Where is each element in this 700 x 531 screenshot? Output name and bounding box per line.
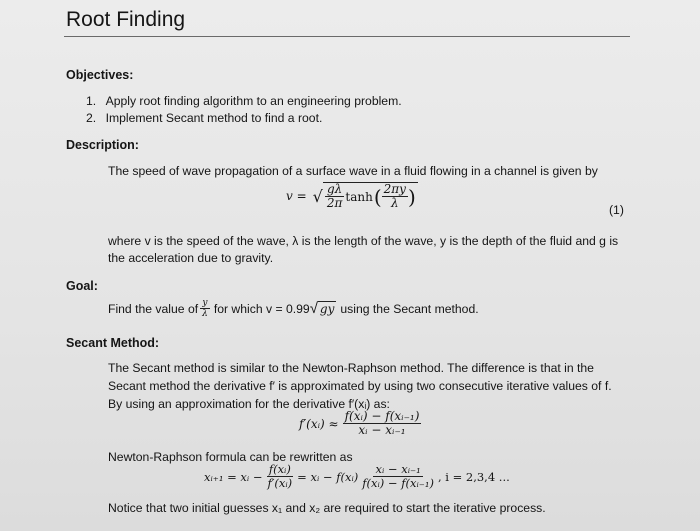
derivative-fraction: [343, 410, 422, 437]
secant-para-line-3: By using an approximation for the derivative f′(xᵢ) as:: [108, 397, 390, 411]
secant-heading: Secant Method:: [66, 336, 160, 350]
objective-item-1: [86, 94, 402, 108]
goal-text-post: using the Secant method.: [340, 301, 479, 316]
sqrt-content: [323, 182, 418, 210]
newton-raphson-text: Newton-Raphson formula can be rewritten as: [108, 450, 353, 464]
sqrt-symbol: √: [312, 186, 323, 206]
objective-item-2: [86, 111, 322, 125]
formula-mid: = xᵢ − f(xᵢ): [297, 469, 359, 484]
description-intro: The speed of wave propagation of a surface wave in a fluid flowing in a channel is given by: [108, 164, 598, 178]
goal-heading: Goal:: [66, 279, 98, 293]
formula-index: , i = 2,3,4 ...: [437, 469, 510, 484]
fraction-denominator: f(xᵢ) − f(xᵢ₋₁): [362, 476, 434, 490]
fraction-numerator: f(xᵢ) − f(xᵢ₋₁): [344, 409, 420, 423]
description-heading: Description:: [66, 138, 139, 152]
fraction-denominator: 2π: [326, 196, 343, 210]
objectives-heading: Objectives:: [66, 68, 134, 82]
goal-text-mid: for which v = 0.99: [213, 301, 310, 316]
open-paren: (: [373, 184, 382, 209]
goal-statement: [108, 298, 479, 319]
fraction-denominator: f′(xᵢ): [267, 476, 293, 490]
fraction-denominator: λ: [202, 309, 208, 319]
secant-fraction: [360, 463, 436, 490]
newton-fraction: [266, 463, 295, 490]
tanh-function: tanh: [345, 189, 373, 204]
derivative-approximation: [299, 410, 421, 437]
secant-para-line-1: The Secant method is similar to the Newton-Raphson method. The difference is that in the: [108, 361, 594, 375]
notice-text: Notice that two initial guesses x₁ and x₂ are required to start the iterative process.: [108, 501, 546, 515]
where-line-2: the acceleration due to gravity.: [108, 251, 274, 265]
sqrt-symbol: √: [309, 300, 318, 317]
y-over-lambda-fraction: [200, 298, 210, 319]
goal-text-pre: Find the value of: [108, 301, 199, 316]
secant-para-line-2: Secant method the derivative f′ is approximated by using two consecutive iterative values of f.: [108, 379, 612, 393]
fraction-denominator: λ: [390, 196, 399, 210]
inner-fraction: [382, 183, 408, 210]
objective-number: 2.: [86, 111, 97, 125]
page-title: Root Finding: [66, 8, 186, 31]
equation-lhs: v =: [286, 189, 307, 203]
formula-lhs: xᵢ₊₁ = xᵢ −: [204, 469, 263, 484]
fraction-numerator: y: [202, 298, 208, 308]
wave-speed-equation: [286, 182, 418, 210]
fraction-numerator: f(xᵢ): [268, 462, 291, 476]
objective-number: 1.: [86, 94, 97, 108]
where-line-1: where v is the speed of the wave, λ is the length of the wave, y is the depth of the fluid and g is: [108, 234, 619, 248]
fraction-numerator: 2πy: [383, 182, 406, 196]
g-lambda-fraction: [325, 183, 345, 210]
objective-text: Implement Secant method to find a root.: [105, 111, 323, 125]
sqrt-content: gy: [319, 302, 335, 316]
fraction-numerator: xᵢ − xᵢ₋₁: [375, 462, 421, 476]
close-paren: ): [407, 184, 416, 209]
fraction-denominator: xᵢ − xᵢ₋₁: [358, 423, 406, 437]
secant-formula: [204, 463, 510, 490]
equation-number: (1): [609, 203, 624, 217]
title-divider: [64, 36, 630, 37]
fraction-numerator: gλ: [326, 182, 343, 196]
derivative-lhs: f′(xᵢ) ≈: [299, 416, 339, 431]
objective-text: Apply root finding algorithm to an engineering problem.: [105, 94, 402, 108]
